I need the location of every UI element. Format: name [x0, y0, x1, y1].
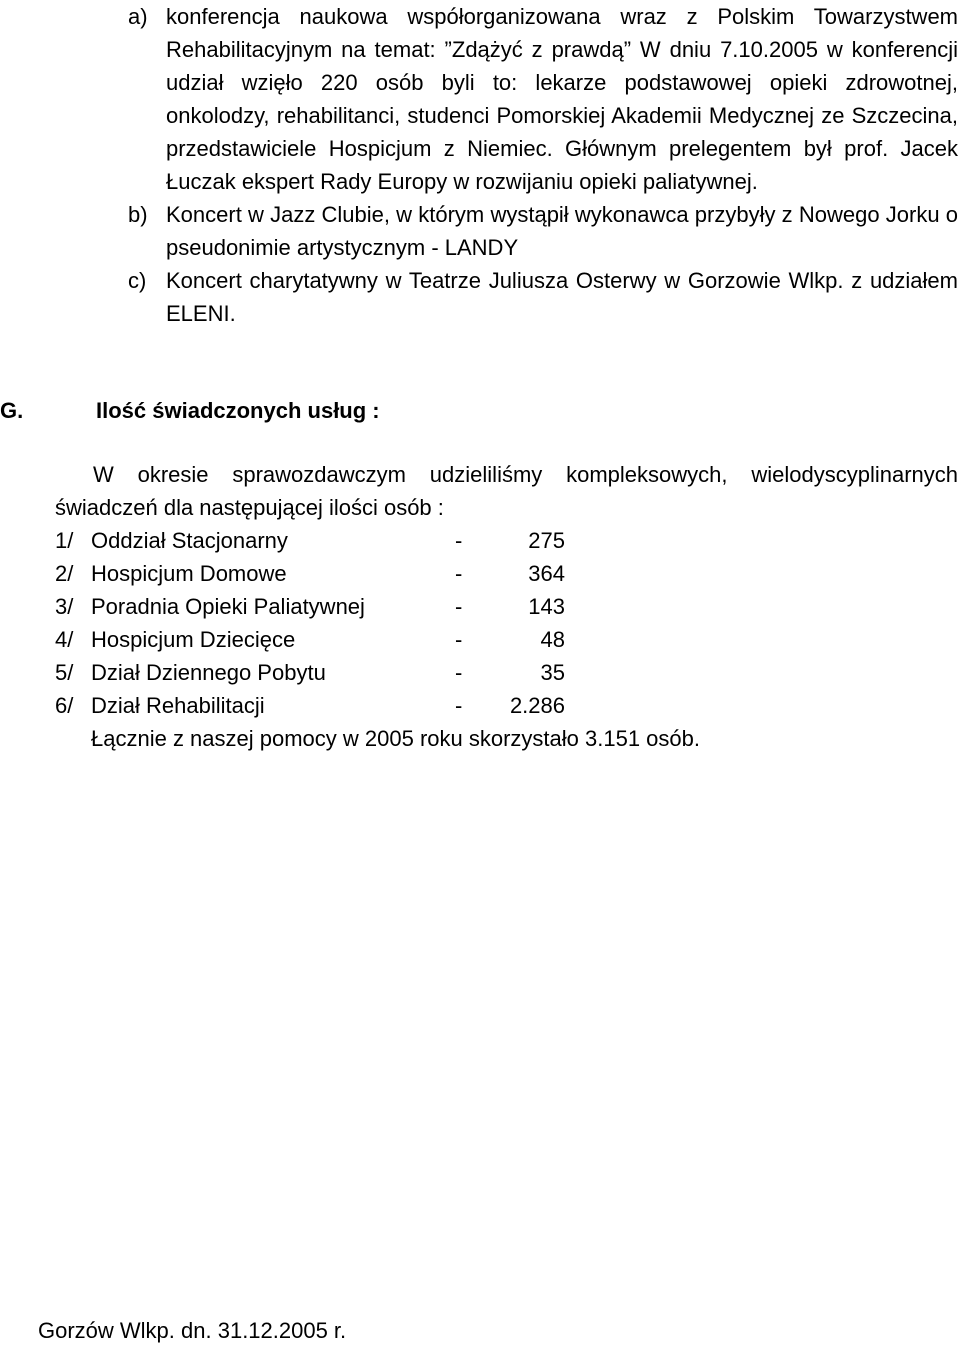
- service-count: 364: [528, 561, 565, 586]
- service-name: Hospicjum Dziecięce: [91, 627, 296, 652]
- service-dash: -: [455, 660, 463, 685]
- event-letter: c): [128, 268, 147, 293]
- total-summary: Łącznie z naszej pomocy w 2005 roku skorzystało 3.151 osób.: [91, 726, 700, 751]
- service-number: 3/: [55, 594, 74, 619]
- service-dash: -: [455, 693, 463, 718]
- section-heading: [0, 394, 380, 427]
- service-row: [55, 689, 615, 722]
- service-name: Dział Dziennego Pobytu: [91, 660, 326, 685]
- service-number: 2/: [55, 561, 74, 586]
- intro-paragraph: W okresie sprawozdawczym udzieliliśmy kompleksowych, wielodyscyplinarnych świadczeń dla następującej ilości osób :: [55, 462, 958, 520]
- service-count: 48: [540, 627, 565, 652]
- event-letter: a): [128, 4, 148, 29]
- event-letter: b): [128, 202, 148, 227]
- service-row: [55, 656, 615, 689]
- services-list: [55, 524, 615, 722]
- events-list: [128, 0, 960, 330]
- event-item: [128, 264, 960, 330]
- service-row: [55, 524, 615, 557]
- service-number: 5/: [55, 660, 74, 685]
- service-row: [55, 623, 615, 656]
- service-number: 6/: [55, 693, 74, 718]
- service-dash: -: [455, 528, 463, 553]
- section-letter: G.: [0, 398, 24, 423]
- event-item: [128, 0, 960, 198]
- service-name: Oddział Stacjonarny: [91, 528, 288, 553]
- service-name: Hospicjum Domowe: [91, 561, 287, 586]
- service-row: [55, 557, 615, 590]
- footer-date-place: Gorzów Wlkp. dn. 31.12.2005 r.: [38, 1318, 347, 1343]
- service-count: 275: [528, 528, 565, 553]
- service-dash: -: [455, 561, 463, 586]
- service-name: Poradnia Opieki Paliatywnej: [91, 594, 365, 619]
- event-text: Koncert w Jazz Clubie, w którym wystąpił wykonawca przybyły z Nowego Jorku o pseudonimie artystycznym - LANDY: [166, 202, 958, 260]
- service-row: [55, 590, 615, 623]
- service-number: 4/: [55, 627, 74, 652]
- service-dash: -: [455, 594, 463, 619]
- event-text: Koncert charytatywny w Teatrze Juliusza Osterwy w Gorzowie Wlkp. z udziałem ELENI.: [166, 268, 958, 326]
- service-name: Dział Rehabilitacji: [91, 693, 265, 718]
- event-item: [128, 198, 960, 264]
- service-count: 2.286: [509, 693, 565, 718]
- service-number: 1/: [55, 528, 74, 553]
- event-text: konferencja naukowa współorganizowana wraz z Polskim Towarzystwem Rehabilitacyjnym na temat: ”Zdążyć z prawdą” W dniu 7.10.2005 w konferencji udział wzięło 220 osób byli to: lekarze podstawowej opieki zdrowotnej, onkolodzy, rehabilitanci, studenci Pomorskiej Akademii Medycznej ze Szczecina, przedstawiciele Hospicjum z Niemiec. Głównym prelegentem był prof. Jacek Łuczak ekspert Rady Europy w rozwijaniu opieki paliatywnej.: [166, 4, 958, 194]
- service-count: 143: [528, 594, 565, 619]
- section-title: Ilość świadczonych usług :: [96, 398, 380, 423]
- service-dash: -: [455, 627, 463, 652]
- service-count: 35: [540, 660, 565, 685]
